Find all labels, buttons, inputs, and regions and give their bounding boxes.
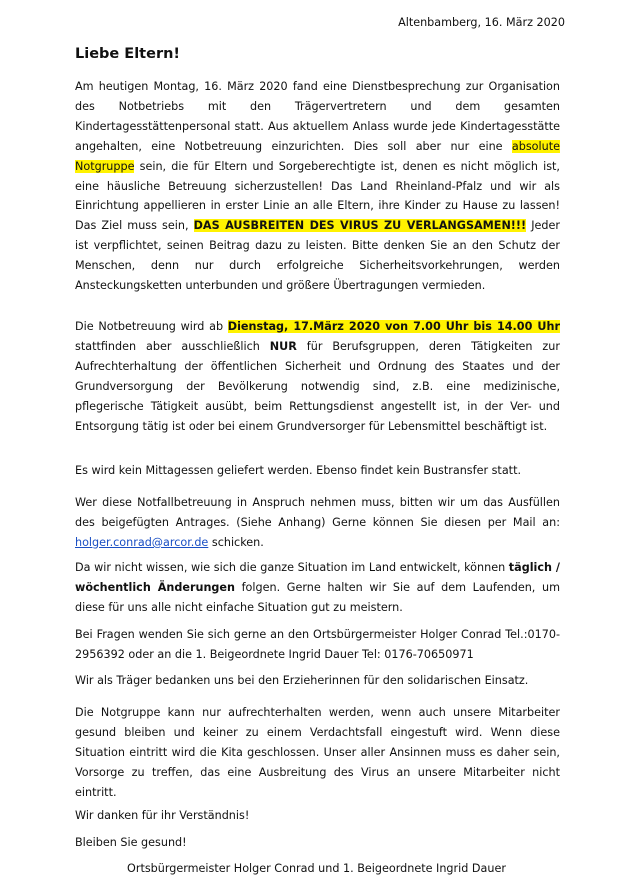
paragraph-meals: Es wird kein Mittagessen geliefert werden. Ebenso findet kein Bustransfer statt. <box>75 464 522 477</box>
changes-bold: täglich / wöchentlich Änderungen <box>75 561 560 594</box>
schedule-nur: NUR <box>269 339 297 353</box>
intro-text-c: Jeder ist verpflichtet, seinen Beitrag dazu zu leisten. Bitte denken Sie an den Schutz der Menschen, denn nur durch erfolgreiche Sicherheitsvorkehrungen, werden Ansteckungsketten unterbunden und größere Übertragungen vermieden. <box>75 219 561 293</box>
paragraph-intro <box>75 77 560 296</box>
schedule-text-c: für Berufsgruppen, deren Tätigkeiten zur Aufrechterhaltung der öffentlichen Sicherheit und Ordnung des Staates und der Grundversorgung der Bevölkerung notwendig sind, z.B. eine medizinische, pflegerische Tätigkeit ausübt, beim Rettungsdienst angestellt ist, in der Ver- und Entsorgung tätig ist oder bei einem Grundversorger für Lebensmittel beschäftigt ist. <box>75 339 560 433</box>
paragraph-application <box>75 493 560 553</box>
application-text-a: Wer diese Notfallbetreuung in Anspruch nehmen muss, bitten wir um das Ausfüllen des beigefügten Antrages. (Siehe Anhang) Gerne können Sie diesen per Mail an: <box>75 496 560 529</box>
paragraph-schedule <box>75 317 560 436</box>
place-date: Altenbamberg, 16. März 2020 <box>398 16 565 29</box>
paragraph-staff-health: Die Notgruppe kann nur aufrechterhalten werden, wenn auch unsere Mitarbeiter gesund bleiben und keiner zu einem Verdachtsfall eingestuft wird. Wenn diese Situation eintritt wird die Kita geschlossen. Unser aller Ansinnen muss es daher sein, Vorsorge zu treffen, das eine Ausbreitung des Virus an unsere Mitarbeiter nicht eintritt. <box>75 706 560 799</box>
paragraph-contacts: Bei Fragen wenden Sie sich gerne an den Ortsbürgermeister Holger Conrad Tel.:0170-2956392 oder an die 1. Beigeordnete Ingrid Dauer Tel: 0176-70650971 <box>75 628 560 661</box>
salutation-heading: Liebe Eltern! <box>75 46 181 62</box>
highlight-absolute-notgruppe: absolute Notgruppe <box>75 139 560 173</box>
intro-text-b: sein, die für Eltern und Sorgeberechtigte ist, denen es nicht möglich ist, eine häusliche Betreuung sicherzustellen! Das Land Rheinland-Pfalz und wir als Einrichtung appellieren in erster Linie an alle Eltern, ihre Kinder zu Hause zu lassen! Das Ziel muss sein, <box>75 159 560 233</box>
highlight-virus-slowdown: DAS AUSBREITEN DES VIRUS ZU VERLANGSAMEN!!! <box>193 219 527 233</box>
highlight-schedule-time: Dienstag, 17.März 2020 von 7.00 Uhr bis 14.00 Uhr <box>227 320 560 333</box>
paragraph-changes <box>75 558 560 618</box>
changes-text-b: folgen. Gerne halten wir Sie auf dem Laufenden, um diese für uns alle nicht einfache Situation gut zu meistern. <box>75 580 560 614</box>
schedule-text-a: Die Notbetreuung wird ab <box>75 320 228 333</box>
paragraph-stay-healthy: Bleiben Sie gesund! <box>75 836 187 849</box>
signature-line: Ortsbürgermeister Holger Conrad und 1. Beigeordnete Ingrid Dauer <box>127 862 506 875</box>
application-text-b: schicken. <box>208 535 264 549</box>
paragraph-thanks-staff: Wir als Träger bedanken uns bei den Erzieherinnen für den solidarischen Einsatz. <box>75 674 529 687</box>
intro-text-a: Am heutigen Montag, 16. März 2020 fand eine Dienstbesprechung zur Organisation des Notbetriebs mit den Trägervertretern und dem gesamten Kindertagesstättenpersonal statt. Aus aktuellem Anlass wurde jede Kindertagesstätte angehalten, eine Notbetreuung einzurichten. Dies soll aber nur eine <box>75 80 560 153</box>
changes-text-a: Da wir nicht wissen, wie sich die ganze Situation im Land entwickelt, können <box>75 561 509 574</box>
email-link[interactable]: holger.conrad@arcor.de <box>75 535 209 549</box>
schedule-text-b: stattfinden aber ausschließlich <box>75 339 270 353</box>
paragraph-understanding: Wir danken für ihr Verständnis! <box>75 809 250 822</box>
